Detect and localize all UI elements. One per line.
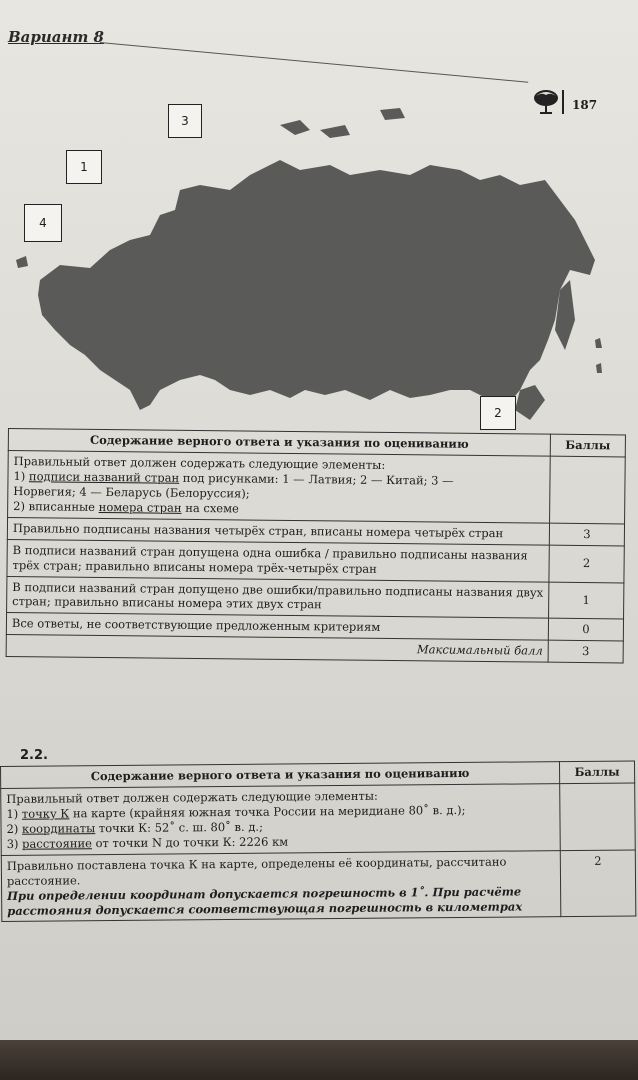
table-row-intro [8,450,626,523]
map-label-box-4: 4 [24,204,62,242]
header-score: Баллы [550,434,625,457]
page-number: 187 [572,98,598,112]
table-row: Правильно подписаны названия четырёх стран, вписаны номера четырёх стран 3 [7,517,624,545]
russia-map [0,90,638,430]
section-number: 2.2. [20,748,48,763]
answer-elements: Правильный ответ должен содержать следующие элементы: 1) точку К на карте (крайняя южная точка России на меридиане 80˚ в. д.); 2) координаты точки К: 52˚ с. ш. 80˚ в. д.; 3) расстояние от точки N до точки К: 2226 км [1,784,561,856]
map-label-box-2: 2 [480,396,516,430]
table-row-intro [1,783,636,855]
header-rule [100,42,528,83]
header-content: Содержание верного ответа и указания по оцениванию [8,429,550,457]
variant-title: Вариант 8 [8,28,104,46]
grading-table-2-1 [6,428,626,664]
table-row: В подписи названий стран допущена одна ошибка / правильно подписаны названия трёх стран; правильно вписаны номера трёх-четырёх стран 2 [7,539,624,582]
table-header-row: Содержание верного ответа и указания по оцениванию Баллы [1,761,635,788]
answer-elements: Правильный ответ должен содержать следующие элементы: 1) подписи названий стран под рисунками: 1 — Латвия; 2 — Китай; 3 — Норвегия; 4 — Беларусь (Белоруссия); 2) вписанные номера стран на схеме [8,450,551,522]
map-label-box-3: 3 [168,104,202,138]
russia-silhouette [38,160,595,410]
map-label-box-1: 1 [66,150,102,184]
table-row: Все ответы, не соответствующие предложенным критериям 0 [6,613,623,641]
background-surface [0,1040,638,1080]
grading-table-2-2 [0,760,636,922]
table-row: В подписи названий стран допущено две ошибки/правильно подписаны названия двух стран; правильно вписаны номера этих двух стран 1 [7,576,624,619]
table-row: Правильно поставлена точка К на карте, определены её координаты, рассчитано расстояние. При определении координат допускается погрешность в 1˚. При расчёте расстояния допускается соответствующая погрешность в километрах 2 [1,850,636,922]
max-score-row: Максимальный балл 3 [6,635,623,663]
